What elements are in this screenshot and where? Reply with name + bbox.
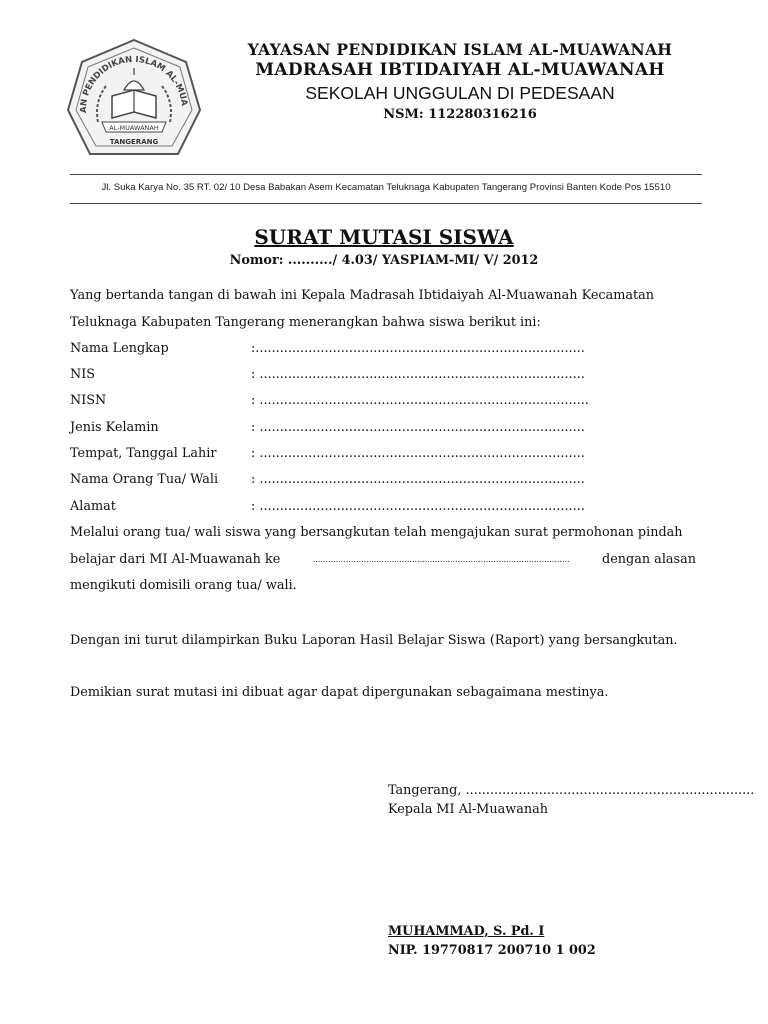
place-date: Tangerang, ....................................................................... — [388, 783, 755, 798]
field-row — [70, 391, 710, 411]
document-number: Nomor: ........../ 4.03/ YASPIAM-MI/ V/ 2012 — [229, 253, 539, 268]
attachment-paragraph: Dengan ini turut dilampirkan Buku Laporan Hasil Belajar Siswa (Raport) yang bersangkutan. — [70, 633, 678, 648]
field-label: Nama Orang Tua/ Wali — [70, 472, 219, 487]
field-value: :................................................................................. — [251, 341, 585, 356]
letterhead — [200, 36, 720, 122]
transfer-destination-blank: ..................................................................................................... — [312, 554, 570, 564]
transfer-line-1: Melalui orang tua/ wali siswa yang bersangkutan telah mengajukan surat permohonan pindah — [70, 525, 683, 540]
field-row — [70, 418, 710, 438]
foundation-name: YAYASAN PENDIDIKAN ISLAM AL-MUAWANAH — [247, 40, 673, 59]
school-logo — [64, 36, 204, 166]
field-value: : ................................................................................ — [251, 367, 585, 382]
closing-paragraph: Demikian surat mutasi ini dibuat agar dapat dipergunakan sebagaimana mestinya. — [70, 685, 609, 700]
field-value: : ................................................................................ — [251, 446, 585, 461]
field-value: : ................................................................................ — [251, 420, 585, 435]
divider-top — [70, 174, 702, 175]
transfer-line-2b: dengan alasan — [602, 551, 696, 567]
field-value: : ................................................................................. — [251, 393, 589, 408]
field-label: Nama Lengkap — [70, 341, 169, 356]
school-name: MADRASAH IBTIDAIYAH AL-MUAWANAH — [255, 60, 665, 80]
field-label: Jenis Kelamin — [70, 420, 159, 435]
logo-ring-text: AN PENDIDIKAN ISLAM AL-MUA — [78, 54, 189, 113]
transfer-line-2a: belajar dari MI Al-Muawanah ke — [70, 551, 281, 567]
transfer-paragraph — [70, 520, 696, 600]
document-title: SURAT MUTASI SISWA — [254, 225, 514, 249]
field-label: NISN — [70, 393, 107, 408]
signer-name: MUHAMMAD, S. Pd. I — [388, 924, 545, 939]
field-row — [70, 444, 710, 464]
logo-ribbon-text: AL-MUAWANAH — [109, 124, 159, 132]
field-value: : ................................................................................ — [251, 472, 585, 487]
field-label: Tempat, Tanggal Lahir — [70, 446, 217, 461]
signer-identity — [388, 922, 596, 960]
field-row — [70, 365, 710, 385]
field-label: NIS — [70, 367, 96, 382]
intro-line-1: Yang bertanda tangan di bawah ini Kepala Madrasah Ibtidaiyah Al-Muawanah Kecamatan — [70, 288, 654, 303]
intro-paragraph — [70, 283, 696, 336]
field-row — [70, 339, 710, 359]
field-value: : ................................................................................ — [251, 499, 585, 514]
signer-position: Kepala MI Al-Muawanah — [388, 802, 548, 817]
divider-bottom — [70, 203, 702, 204]
logo-bottom-text: TANGERANG — [109, 138, 159, 146]
field-row — [70, 497, 710, 517]
signature-block — [388, 781, 754, 819]
transfer-line-3: mengikuti domisili orang tua/ wali. — [70, 578, 297, 593]
field-row — [70, 470, 710, 490]
signer-nip: NIP. 19770817 200710 1 002 — [388, 943, 596, 958]
school-address: Jl. Suka Karya No. 35 RT. 02/ 10 Desa Babakan Asem Kecamatan Teluknaga Kabupaten Tangerang Provinsi Banten Kode Pos 15510 — [101, 182, 671, 193]
school-nsm: NSM: 112280316216 — [383, 107, 537, 122]
field-label: Alamat — [70, 499, 116, 514]
school-tagline: SEKOLAH UNGGULAN DI PEDESAAN — [305, 83, 615, 103]
intro-line-2: Teluknaga Kabupaten Tangerang menerangkan bahwa siswa berikut ini: — [70, 314, 541, 330]
